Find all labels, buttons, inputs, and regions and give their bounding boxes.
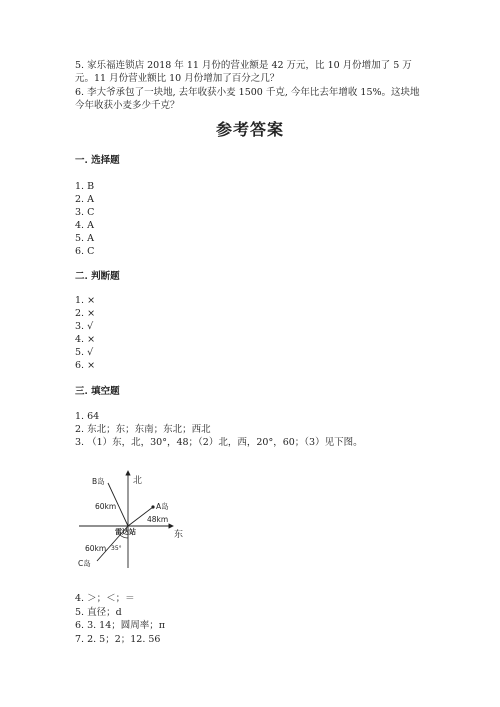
problem-5-line-2: 元。11 月份营业额比 10 月份增加了百分之几？ (75, 73, 280, 84)
list-item: 5. A (75, 233, 94, 244)
section-heading-judgement: 二. 判断题 (75, 271, 120, 282)
north-label: 北 (133, 476, 143, 486)
list-item: 3. （1）东，北，30°，48；（2）北，西，20°，60；（3）见下图。 (75, 437, 363, 448)
list-item: 1. 64 (75, 411, 100, 422)
list-item: 5. √ (75, 347, 94, 358)
list-item: 6. 3. 14；圆周率；π (75, 620, 165, 631)
list-item: 2. × (75, 308, 96, 319)
list-item: 5. 直径；d (75, 607, 122, 618)
list-item: 2. 东北；东；东南；东北；西北 (75, 424, 211, 435)
problem-6-line-2: 今年收获小麦多少千克？ (75, 100, 180, 111)
problem-6-line-1: 6. 李大爷承包了一块地, 去年收获小麦 1500 千克, 今年比去年增收 15%。这块地 (75, 87, 420, 98)
list-item: 1. B (75, 181, 95, 192)
radar-station-label: 雷达站 (115, 528, 136, 536)
section-heading-choice: 一. 选择题 (75, 155, 120, 166)
list-item: 1. × (75, 295, 96, 306)
east-label: 东 (174, 530, 184, 540)
list-item: 6. C (75, 246, 95, 257)
direction-diagram (75, 465, 205, 575)
list-item: 4. ＞；＜；＝ (75, 593, 135, 604)
section-heading-fill-blank: 三. 填空题 (75, 386, 120, 397)
list-item: 6. × (75, 360, 96, 371)
distance-a-label: 48km (147, 515, 169, 524)
a-island-point (151, 505, 154, 508)
distance-c-label: 60km (85, 544, 107, 553)
list-item: 3. √ (75, 321, 94, 332)
a-island-label: A岛 (156, 502, 169, 511)
problem-5-line-1: 5. 家乐福连锁店 2018 年 11 月份的营业额是 42 万元，比 10 月份增加了 5 万 (75, 60, 412, 71)
list-item: 7. 2. 5；2；12. 56 (75, 634, 161, 645)
angle-label: 35° (111, 545, 122, 552)
list-item: 4. × (75, 334, 96, 345)
b-island-label: B岛 (92, 477, 105, 486)
answer-title: 参考答案 (215, 120, 284, 139)
list-item: 4. A (75, 220, 94, 231)
list-item: 2. A (75, 194, 94, 205)
distance-b-label: 60km (95, 502, 117, 511)
c-island-label: C岛 (78, 559, 91, 568)
list-item: 3. C (75, 207, 95, 218)
